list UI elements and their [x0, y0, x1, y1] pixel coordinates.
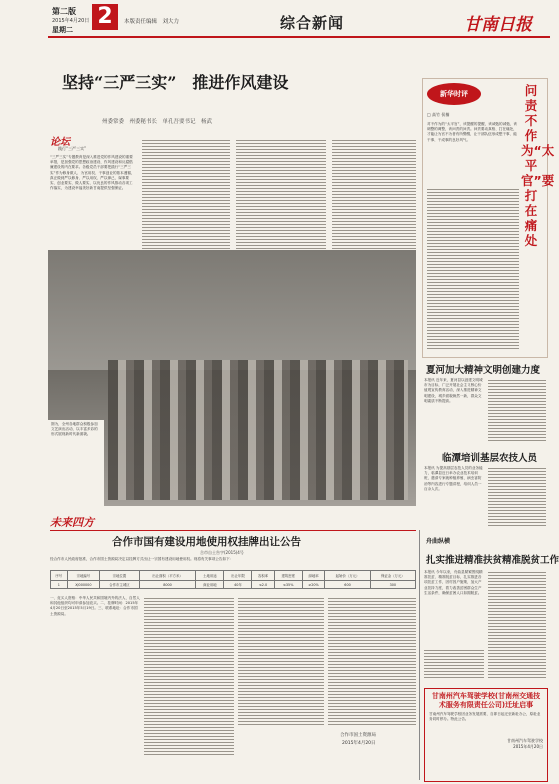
- zhouxian-badge: 舟曲纵横: [426, 538, 451, 545]
- table-cell: 商业用地: [196, 581, 224, 589]
- commentary-badge-label: 新华时评: [440, 90, 468, 98]
- zhouxian-headline: 扎实推进精准扶贫精准脱贫工作: [426, 555, 559, 566]
- table-cell: 600: [325, 581, 370, 589]
- notice-table-header: 容积率: [252, 571, 274, 581]
- linqu-headline: 临潭培训基层农技人员: [442, 453, 538, 464]
- commentary-body: 对不作为的“太平官”，该提醒的提醒，该诫勉的诫勉，该调整的调整，该问责的问责。问责要动真格、打在痛处，才能让为官不为者有所警醒，让干部队伍形成想干事、能干事、干成事的良好风气。: [427, 122, 517, 142]
- relocation-notice: [424, 688, 548, 782]
- zhouxian-body-col-1-cont: [424, 648, 484, 680]
- notice-title: 合作市国有建设用地使用权挂牌出让公告: [112, 536, 301, 548]
- table-cell: 1: [51, 581, 68, 589]
- lead-body-col-4: [332, 138, 416, 251]
- commentary-byline: □ 高竹 侯楠: [427, 112, 450, 117]
- notice-table-header: 建筑密度: [274, 571, 302, 581]
- notice-body-col-3: [238, 596, 324, 726]
- commentary-body-cont: [427, 187, 519, 351]
- lead-headline: 坚持“三严三实” 推进作风建设: [62, 73, 289, 92]
- notice-table-header: 绿地率: [302, 571, 325, 581]
- zhouxian-body-col-1: 本报讯 今年以来，舟曲县紧紧围绕精准扶贫、精准脱贫目标，扎实推进各项扶贫工作，因村因户施策，加大产业扶持力度，着力改善贫困群众生产生活条件，确保贫困人口如期脱贫。: [424, 570, 483, 595]
- weilai-rule: [50, 530, 416, 531]
- notice-body-col-2: [144, 596, 234, 756]
- notice-body-col-4: [328, 596, 416, 726]
- lead-subhead: 州委常委 州委秘书长 单孔吾要书记 杨武: [102, 119, 213, 125]
- notice-table-header: 土地用途: [196, 571, 224, 581]
- section-number: 2: [97, 4, 113, 29]
- notice-table-header: 序号: [51, 571, 68, 581]
- news-photo: [48, 250, 416, 506]
- table-cell: XJ000000: [67, 581, 100, 589]
- weekday: 星期二: [52, 26, 73, 34]
- weilai-badge: 未来四方: [50, 516, 94, 529]
- xiahe-body-col-2: [488, 378, 546, 442]
- linqu-body-col-1: 本报讯 为提高基层农技人员的业务能力，临潭县近日举办农业技术培训班，邀请专家就种植养殖、病虫害防治等内容进行专题讲授，培训人员一百余人次。: [424, 466, 483, 491]
- table-cell: ≥20%: [302, 581, 325, 589]
- relocation-signature: 甘南州汽车驾驶学校: [507, 738, 543, 743]
- lead-column-badge: [50, 133, 100, 151]
- xiahe-headline: 夏河加大精神文明创建力度: [426, 365, 541, 376]
- xiahe-body-col-1: 本报讯 近年来，夏河县以创建文明城市为目标，广泛开展社会主义核心价值观宣传教育活动，深入推进精神文明建设，城乡面貌焕然一新，群众文明素质不断提高。: [424, 378, 483, 403]
- linqu-body-col-2: [488, 466, 546, 526]
- notice-body-col-1: 一、竞买人资格：中华人民共和国境内外的法人、自然人和其他组织均可申请参加竞买。二、挂牌时间：2015年4月20日至2015年5月19日。三、联系地址：合作市国土资源局。: [50, 596, 140, 616]
- table-row: [51, 581, 416, 589]
- notice-number: 合市自土告字(2015)4号: [200, 550, 244, 555]
- relocation-date: 2015年4月20日: [513, 744, 543, 749]
- photo-performers: [108, 360, 408, 500]
- lead-column-title: 论坛: [50, 137, 70, 148]
- photo-caption: 图为，全州各地群众积极参加文艺演出活动，以丰富多彩的形式展现新时代新面貌。: [51, 422, 98, 437]
- photo-stage-backdrop: [48, 250, 416, 370]
- page-number: 第二版: [52, 7, 76, 16]
- notice-table-header: 宗地编号: [67, 571, 100, 581]
- table-cell: 8000: [139, 581, 196, 589]
- notice-issue-date: 2015年4月20日: [342, 741, 376, 746]
- newspaper-logo: 甘南日报: [464, 15, 532, 35]
- relocation-body: 甘南州汽车驾驶学校因业务发展需要，自即日起迁至新址办公，原址业务同时停办。特此公告。: [429, 712, 541, 722]
- table-cell: ≤2.0: [252, 581, 274, 589]
- notice-table-header: 出让年限: [224, 571, 252, 581]
- table-cell: 40年: [224, 581, 252, 589]
- notice-table-header: 保证金（万元）: [370, 571, 415, 581]
- commentary-badge: [427, 83, 481, 105]
- photo-caption-panel: [48, 420, 104, 506]
- column-divider: [419, 530, 420, 780]
- lead-body-col-2: [142, 138, 230, 251]
- notice-issuer: 合作市国土资源局: [340, 733, 376, 738]
- notice-table-header: 出让面积（平方米）: [139, 571, 196, 581]
- zhouxian-body-col-2: [488, 570, 546, 680]
- notice-table-header: 起始价（万元）: [325, 571, 370, 581]
- notice-intro: 经合作市人民政府批准，合作市国土资源局决定以挂牌方式出让一宗国有建设用地使用权。现将有关事项公告如下：: [50, 557, 234, 561]
- issue-date: 2015年4月20日: [52, 18, 90, 24]
- masthead-rule: [48, 36, 550, 38]
- commentary-box: [422, 78, 555, 358]
- relocation-headline: 甘南州汽车驾驶学校(甘南州交通技术服务有限责任公司)迁址启事: [431, 692, 541, 709]
- notice-table: [50, 570, 416, 589]
- table-cell: ≤35%: [274, 581, 302, 589]
- section-title: 综合新闻: [280, 14, 345, 32]
- table-cell: 300: [370, 581, 415, 589]
- lead-column-sub: 践行“三严三实”: [58, 146, 87, 151]
- masthead: [0, 0, 550, 40]
- section-editors: 本版责任编辑 刘大力: [124, 19, 180, 25]
- notice-table-header-row: [51, 571, 416, 581]
- table-cell: 合作市主城区: [100, 581, 140, 589]
- section-number-box: [92, 4, 118, 30]
- notice-table-header: 宗地位置: [100, 571, 140, 581]
- commentary-headline: 问责不作为“太平官”要打在痛处: [521, 83, 555, 248]
- lead-body-col-1: “三严三实”专题教育是深入推进党的作风建设的重要举措，是加强党的思想政治建设、作风建设和反腐倡廉建设的内在要求。各级党员干部要把践行“三严三实”作为修身做人、为官用权、干事创业的基本遵循，真正做到严以修身、严以用权、严以律己，谋事要实、创业要实、做人要实，以优良的作风推动各项工作落实，为建设幸福美好新甘南提供坚强保证。: [50, 155, 135, 191]
- lead-body-col-3: [236, 138, 326, 251]
